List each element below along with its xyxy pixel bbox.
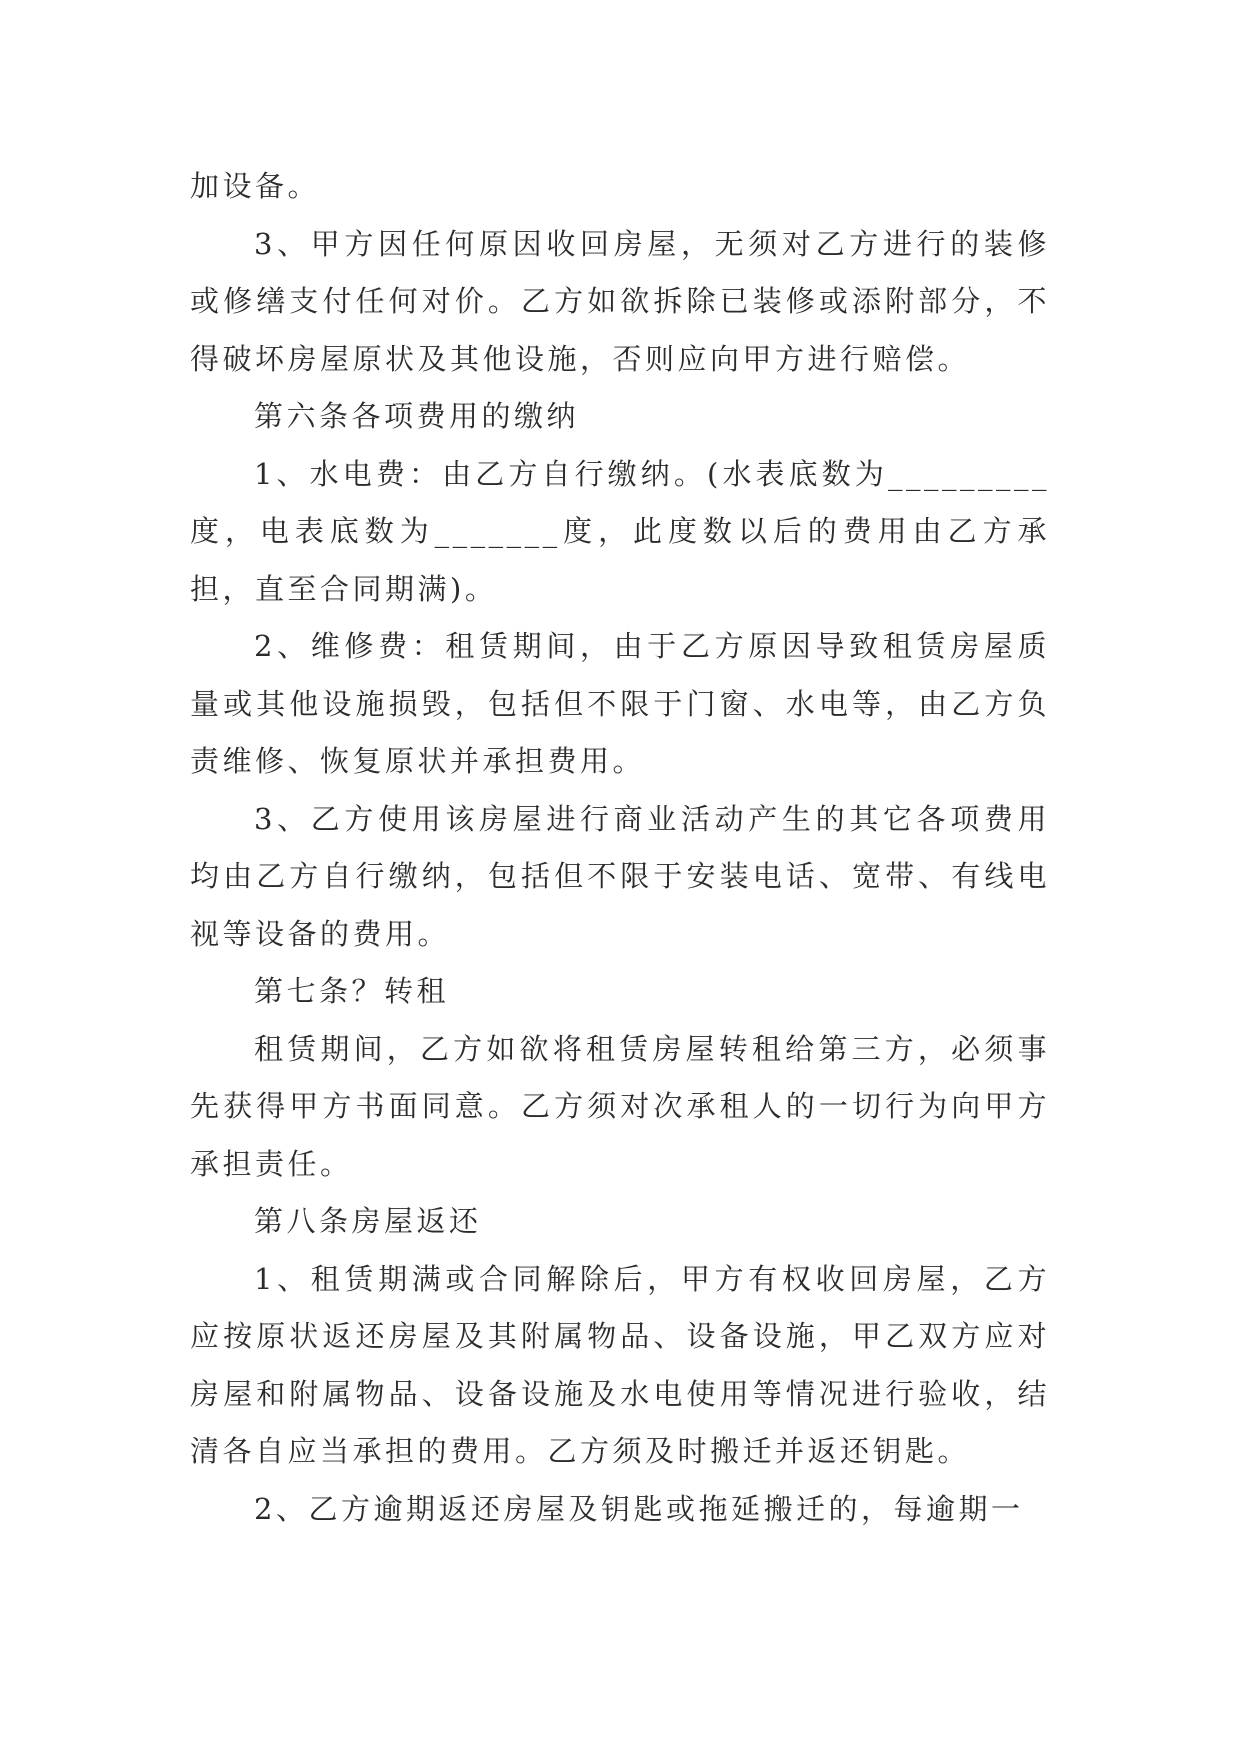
paragraph-clause-7: 租赁期间，乙方如欲将租赁房屋转租给第三方，必须事先获得甲方书面同意。乙方须对次承租人的一切行为向甲方承担责任。 [190, 1031, 1050, 1181]
section-heading-article-7: 第七条？转租 [254, 974, 450, 1008]
paragraph-clause-8-1: 1、租赁期满或合同解除后，甲方有权收回房屋，乙方应按原状返还房屋及其附属物品、设备设施，甲乙双方应对房屋和附属物品、设备设施及水电使用等情况进行验收，结清各自应当承担的费用。乙方须及时搬迁并返还钥匙。 [190, 1261, 1050, 1468]
paragraph-continuation: 加设备。 [190, 169, 321, 203]
paragraph-clause-6-1: 1、水电费：由乙方自行缴纳。(水表底数为_________度，电表底数为_______度，此度数以后的费用由乙方承担，直至合同期满)。 [190, 456, 1050, 606]
paragraph-clause-8-2: 2、乙方逾期返还房屋及钥匙或拖延搬迁的，每逾期一 [254, 1491, 1024, 1526]
paragraph-clause-6-2: 2、维修费：租赁期间，由于乙方原因导致租赁房屋质量或其他设施损毁，包括但不限于门窗、水电等，由乙方负责维修、恢复原状并承担费用。 [190, 629, 1050, 778]
section-heading-article-6: 第六条各项费用的缴纳 [254, 399, 580, 433]
paragraph-clause-6-3: 3、乙方使用该房屋进行商业活动产生的其它各项费用均由乙方自行缴纳，包括但不限于安装电话、宽带、有线电视等设备的费用。 [190, 801, 1050, 951]
document-body [190, 158, 1050, 1538]
paragraph-clause-5-3: 3、甲方因任何原因收回房屋，无须对乙方进行的装修或修缮支付任何对价。乙方如欲拆除已装修或添附部分，不得破坏房屋原状及其他设施，否则应向甲方进行赔偿。 [190, 226, 1050, 376]
section-heading-article-8: 第八条房屋返还 [254, 1204, 482, 1238]
